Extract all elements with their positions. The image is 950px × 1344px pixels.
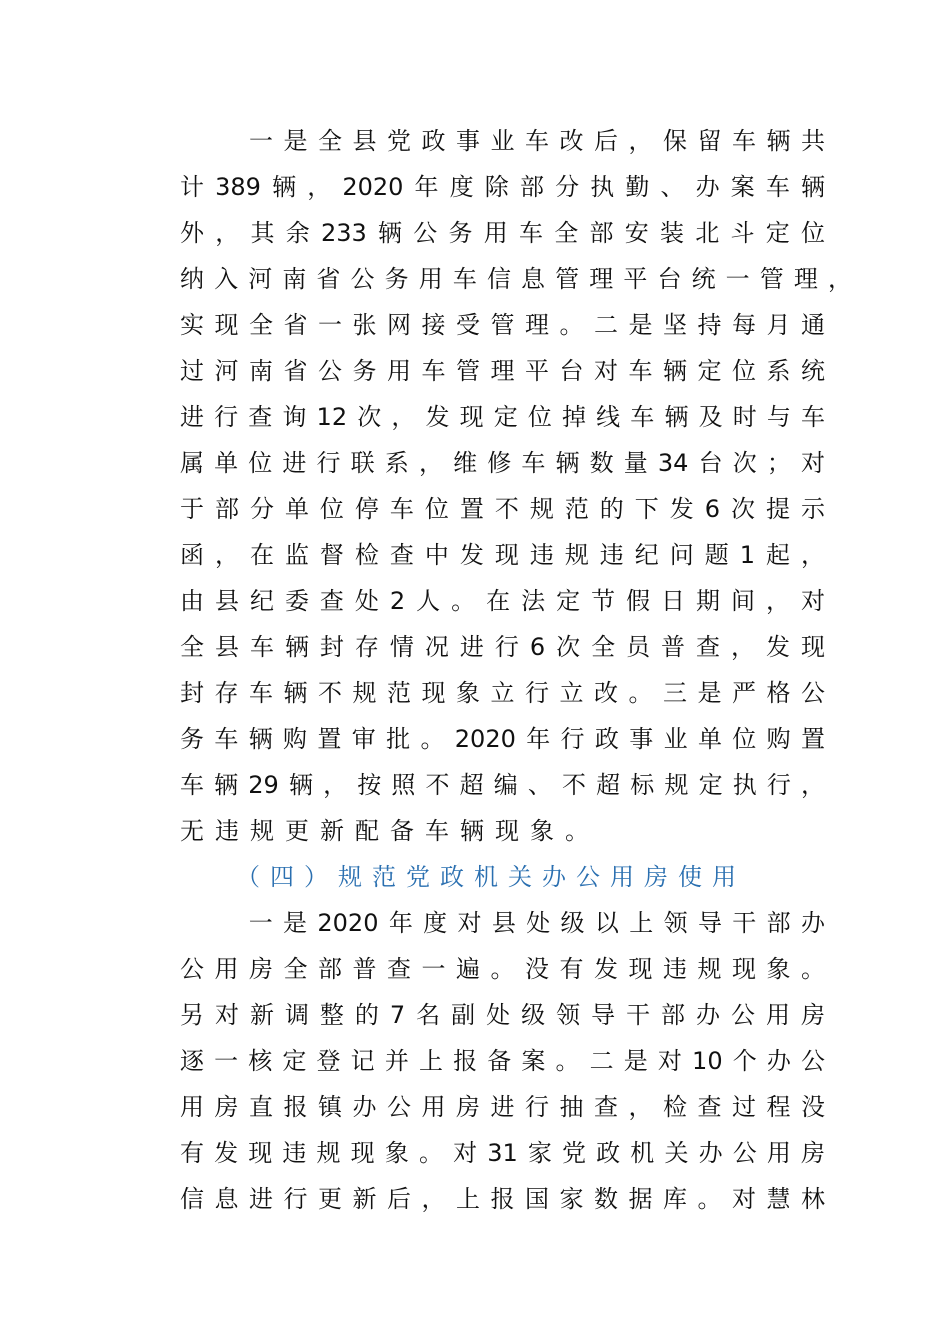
paragraph-line: 实现全省一张网接受管理。二是坚持每月通: [180, 311, 825, 339]
paragraph-line: 封存车辆不规范现象立行立改。三是严格公: [180, 679, 825, 707]
paragraph-line: 函，在监督检查中发现违规违纪问题1起，: [180, 541, 825, 569]
paragraph-line: 纳入河南省公务用车信息管理平台统一管理，: [180, 265, 852, 293]
paragraph-line: 车辆29辆，按照不超编、不超标规定执行，: [180, 771, 825, 799]
paragraph-line: 于部分单位停车位置不规范的下发6次提示: [180, 495, 825, 523]
paragraph-line: 一是2020年度对县处级以上领导干部办: [180, 909, 825, 937]
paragraph-line: 过河南省公务用车管理平台对车辆定位系统: [180, 357, 825, 385]
paragraph-line: 一是全县党政事业车改后，保留车辆共: [180, 127, 825, 155]
paragraph-line: 用房直报镇办公用房进行抽查，检查过程没: [180, 1093, 825, 1121]
paragraph-line: 信息进行更新后，上报国家数据库。对慧林: [180, 1185, 825, 1213]
paragraph-line: 外，其余233辆公务用车全部安装北斗定位: [180, 219, 825, 247]
paragraph-line: 属单位进行联系，维修车辆数量34台次；对: [180, 449, 825, 477]
paragraph-line: 务车辆购置审批。2020年行政事业单位购置: [180, 725, 825, 753]
paragraph-line: 有发现违规现象。对31家党政机关办公用房: [180, 1139, 825, 1167]
paragraph-line: 由县纪委查处2人。在法定节假日期间，对: [180, 587, 825, 615]
paragraph-line: 公用房全部普查一遍。没有发现违规现象。: [180, 955, 825, 983]
paragraph-line: 逐一核定登记并上报备案。二是对10个办公: [180, 1047, 825, 1075]
paragraph-line: 全县车辆封存情况进行6次全员普查，发现: [180, 633, 825, 661]
section-heading: （四）规范党政机关办公用房使用: [236, 863, 736, 891]
paragraph-line: 计389辆，2020年度除部分执勤、办案车辆: [180, 173, 825, 201]
paragraph-line: 另对新调整的7名副处级领导干部办公用房: [180, 1001, 825, 1029]
paragraph-line: 无违规更新配备车辆现象。: [180, 817, 600, 845]
paragraph-line: 进行查询12次，发现定位掉线车辆及时与车: [180, 403, 825, 431]
